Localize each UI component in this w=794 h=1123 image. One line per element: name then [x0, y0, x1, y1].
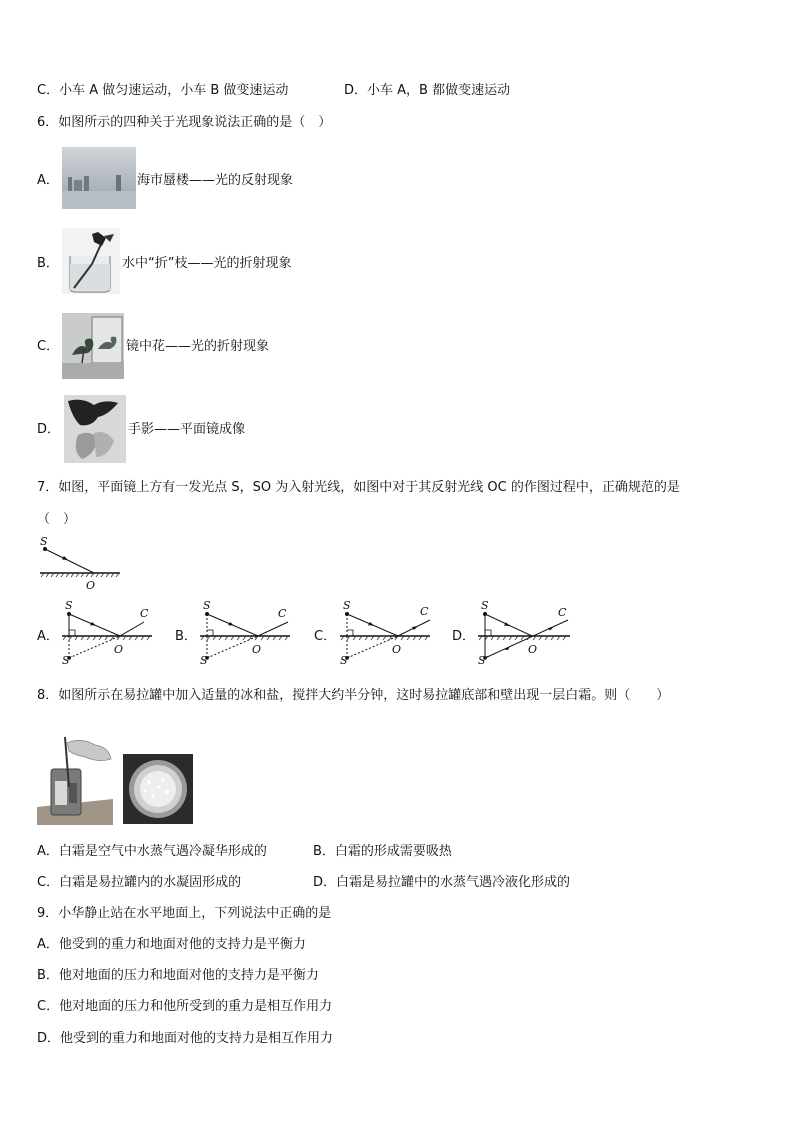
q6-option-d-letter: D．	[37, 422, 61, 437]
q9-option-d: D．他受到的重力和地面对他的支持力是相互作用力	[37, 1031, 334, 1046]
q7-a-label-c: C	[140, 607, 149, 620]
q7-label-o: O	[86, 579, 96, 592]
q6-option-b-letter: B．	[37, 256, 59, 271]
q8-stem: 8．如图所示在易拉罐中加入适量的冰和盐，搅拌大约半分钟，这时易拉罐底部和壁出现一层白霜。则（ ）	[37, 688, 670, 703]
q7-stem: 7．如图，平面镜上方有一发光点 S，SO 为入射光线，如图中对于其反射光线 OC 的作图过程中，正确规范的是	[37, 480, 680, 495]
q7-option-c-letter: C．	[314, 629, 337, 644]
mirage-photo	[62, 147, 136, 209]
q8-option-a: A．白霜是空气中水蒸气遇冷凝华形成的	[37, 844, 267, 859]
q7-b-label-s: S	[203, 599, 211, 612]
q5-option-d: D．小车 A，B 都做变速运动	[344, 83, 511, 98]
q7-option-a-letter: A．	[37, 629, 59, 644]
q7-d-label-o: O	[528, 643, 538, 656]
q6-option-a-letter: A．	[37, 173, 59, 188]
q7-a-label-o: O	[114, 643, 124, 656]
q7-a-label-s-prime: S′	[62, 654, 73, 664]
q7-label-s: S	[40, 536, 48, 548]
q9-stem: 9．小华静止站在水平地面上，下列说法中正确的是	[37, 906, 332, 921]
q7-option-a-diagram	[58, 598, 156, 664]
q7-option-d-diagram	[474, 598, 574, 664]
q6-option-b-text: 水中“折”枝——光的折射现象	[122, 256, 292, 271]
q8-option-c: C．白霜是易拉罐内的水凝固形成的	[37, 875, 242, 890]
q7-a-label-s: S	[65, 599, 73, 612]
q6-option-a-text: 海市蜃楼——光的反射现象	[137, 173, 294, 188]
hand-shadow-photo	[64, 395, 126, 463]
q7-d-label-s-prime: S′	[478, 654, 489, 664]
q7-c-label-s-prime: S′	[340, 654, 351, 664]
q7-option-d-letter: D．	[452, 629, 476, 644]
q7-option-b-letter: B．	[175, 629, 197, 644]
mirror-flower-photo	[62, 313, 124, 379]
q6-option-c-letter: C．	[37, 339, 60, 354]
q9-option-a: A．他受到的重力和地面对他的支持力是平衡力	[37, 937, 306, 952]
q7-paren: （ ）	[37, 512, 77, 527]
q9-option-b: B．他对地面的压力和地面对他的支持力是平衡力	[37, 968, 319, 983]
q6-stem: 6．如图所示的四种关于光现象说法正确的是（ ）	[37, 115, 332, 130]
q7-b-label-o: O	[252, 643, 262, 656]
q7-d-label-c: C	[558, 606, 567, 619]
q6-option-c-text: 镜中花——光的折射现象	[126, 339, 270, 354]
q7-option-b-diagram	[196, 598, 294, 664]
q8-option-b: B．白霜的形成需要吸热	[313, 844, 452, 859]
q7-incident-figure	[38, 536, 124, 594]
q5-option-c: C．小车 A 做匀速运动，小车 B 做变速运动	[37, 83, 289, 98]
can-stirring-photo	[37, 733, 113, 825]
q7-b-label-s-prime: S′	[200, 654, 211, 664]
frost-can-bottom-photo	[123, 754, 193, 824]
q7-c-label-c: C	[420, 605, 429, 618]
q7-c-label-s: S	[343, 599, 351, 612]
q7-c-label-o: O	[392, 643, 402, 656]
q7-option-c-diagram	[336, 598, 436, 664]
glass-branch-photo	[62, 228, 120, 294]
q7-d-label-s: S	[481, 599, 489, 612]
q7-b-label-c: C	[278, 607, 287, 620]
q9-option-c: C．他对地面的压力和他所受到的重力是相互作用力	[37, 999, 333, 1014]
q6-option-d-text: 手影——平面镜成像	[128, 422, 246, 437]
q8-option-d: D．白霜是易拉罐中的水蒸气遇冷液化形成的	[313, 875, 571, 890]
